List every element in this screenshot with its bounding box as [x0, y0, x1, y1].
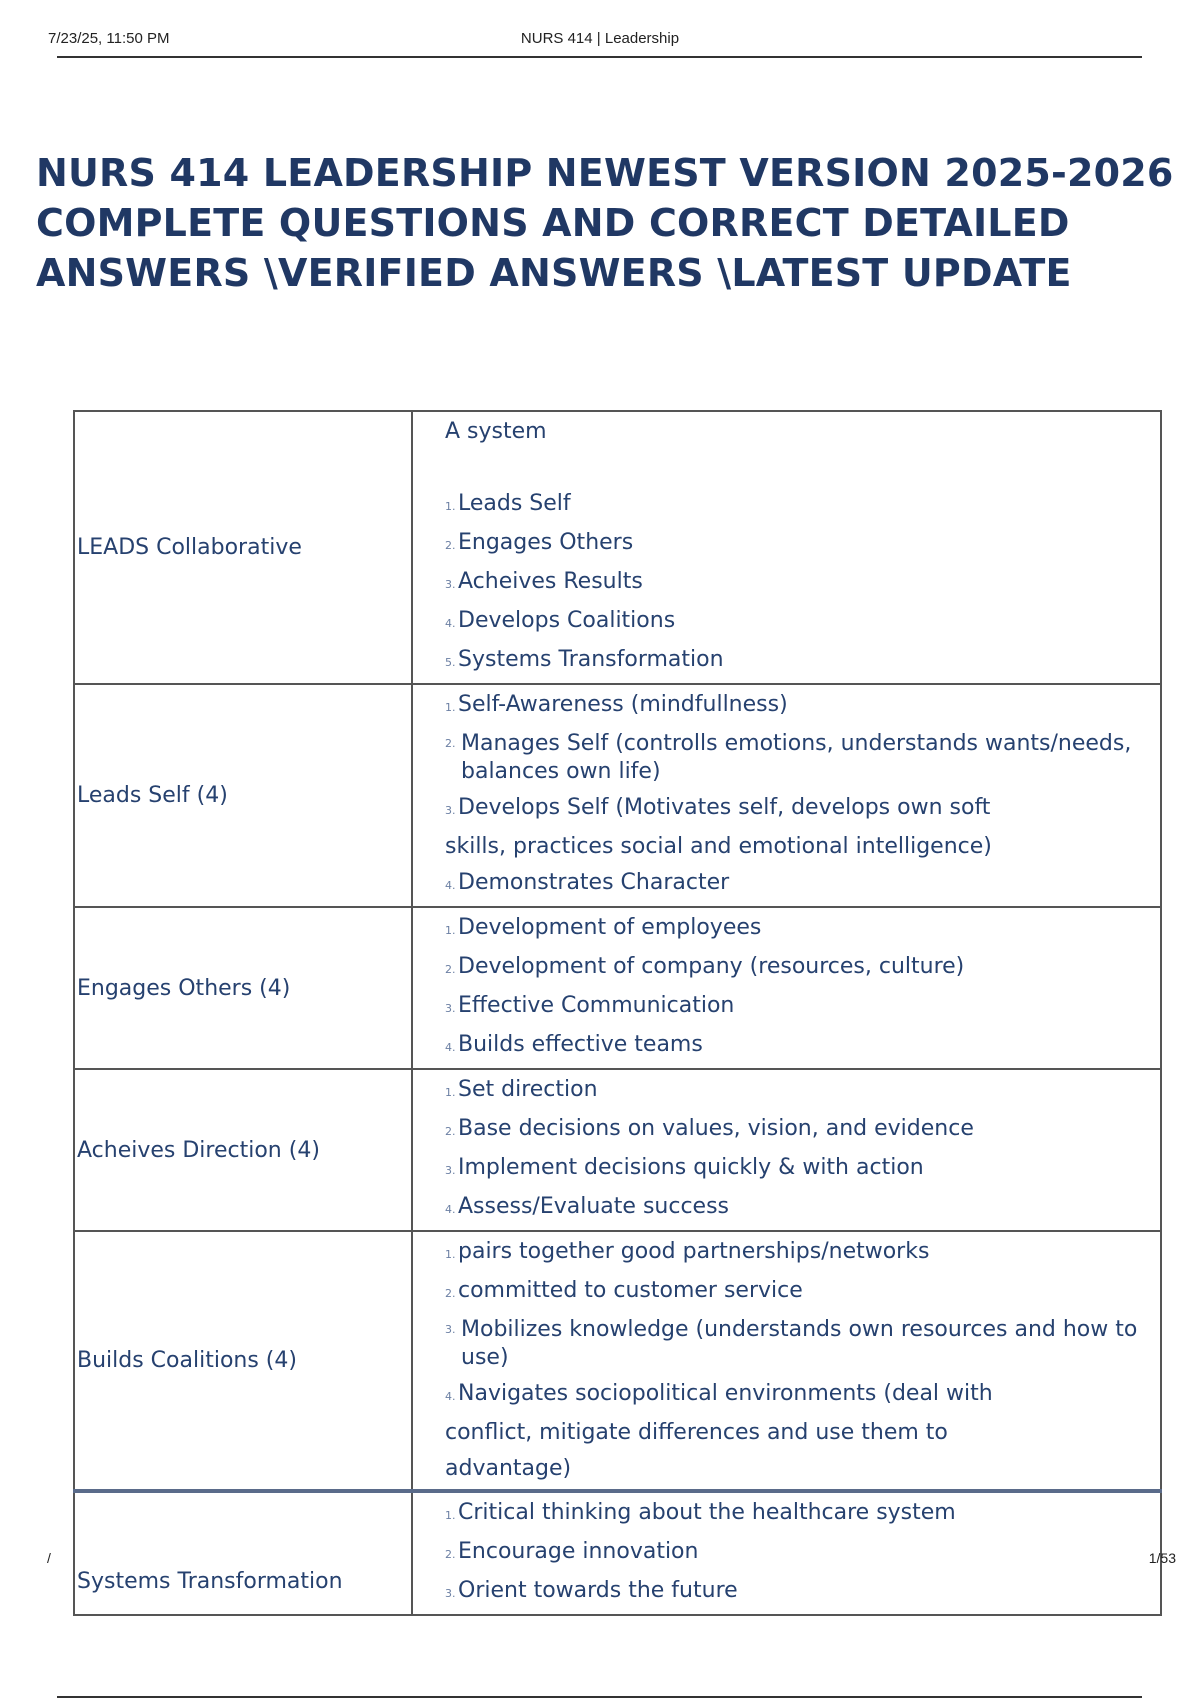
list-item: 2. Development of company (resources, culture) [445, 954, 965, 979]
bottom-divider [57, 1696, 1142, 1698]
definition-cell [412, 1231, 1161, 1491]
list-item: 4. Builds effective teams [445, 1032, 703, 1057]
term-cell: Acheives Direction (4) [74, 1069, 412, 1231]
list-item: 5. Systems Transformation [445, 647, 724, 672]
term-cell: Builds Coalitions (4) [74, 1231, 412, 1491]
title-line-2: COMPLETE QUESTIONS AND CORRECT DETAILED [36, 201, 1070, 245]
list-item: 3. Develops Self (Motivates self, develops own soft [445, 795, 991, 820]
term-cell: Leads Self (4) [74, 684, 412, 907]
list-item: 2. Encourage innovation [445, 1539, 699, 1564]
list-item: 3. Mobilizes knowledge (understands own resources and how to use) [445, 1317, 1138, 1370]
table-row [74, 1231, 1161, 1491]
print-page-title: NURS 414 | Leadership [520, 30, 680, 47]
title-line-1: NURS 414 LEADERSHIP NEWEST VERSION 2025-2026 [36, 151, 1174, 195]
list-item: 2. committed to customer service [445, 1278, 803, 1303]
list-item: 2. Engages Others [445, 530, 634, 555]
table-row [74, 1491, 1161, 1615]
definition-cell [412, 684, 1161, 907]
print-datetime: 7/23/25, 11:50 PM [48, 30, 170, 47]
definition-cell [412, 1491, 1161, 1615]
list-item: 1. Set direction [445, 1077, 598, 1102]
page-number: 1/53 [1148, 1550, 1176, 1566]
list-item: 1. Development of employees [445, 915, 762, 940]
table-row [74, 1069, 1161, 1231]
list-item: 4. Navigates sociopolitical environments (deal with [445, 1381, 993, 1406]
list-item: 1. Self-Awareness (mindfullness) [445, 692, 788, 717]
title-line-3: ANSWERS \VERIFIED ANSWERS \LATEST UPDATE [36, 251, 1072, 295]
list-item: 4. Develops Coalitions [445, 608, 676, 633]
flashcard-table [73, 410, 1162, 1616]
table-row [74, 684, 1161, 907]
list-item-continuation: advantage) [445, 1456, 572, 1481]
definition-cell [412, 411, 1161, 684]
document-title [36, 148, 1174, 298]
list-item: 3. Implement decisions quickly & with action [445, 1155, 924, 1180]
term-cell: Engages Others (4) [74, 907, 412, 1069]
list-item: 4. Demonstrates Character [445, 870, 730, 895]
list-item-continuation: skills, practices social and emotional intelligence) [445, 834, 992, 859]
list-item: 1. Critical thinking about the healthcare system [445, 1500, 956, 1525]
list-item: 1. pairs together good partnerships/networks [445, 1239, 930, 1264]
list-item: 1. Leads Self [445, 491, 571, 516]
definition-cell [412, 1069, 1161, 1231]
table-row [74, 907, 1161, 1069]
term-cell: Systems Transformation [74, 1491, 412, 1615]
table-row [74, 411, 1161, 684]
list-item: 2. Base decisions on values, vision, and evidence [445, 1116, 974, 1141]
header-divider [57, 56, 1142, 58]
list-item: 3. Orient towards the future [445, 1578, 738, 1603]
list-item: 2. Manages Self (controlls emotions, understands wants/needs, balances own life) [445, 731, 1132, 784]
list-item: 4. Assess/Evaluate success [445, 1194, 729, 1219]
page-header [0, 28, 1200, 58]
footer-url: / [47, 1550, 51, 1566]
term-cell: LEADS Collaborative [74, 411, 412, 684]
list-item: 3. Effective Communication [445, 993, 735, 1018]
definition-intro: A system [445, 419, 547, 444]
definition-cell [412, 907, 1161, 1069]
list-item: 3. Acheives Results [445, 569, 643, 594]
list-item-continuation: conflict, mitigate differences and use them to [445, 1420, 948, 1445]
